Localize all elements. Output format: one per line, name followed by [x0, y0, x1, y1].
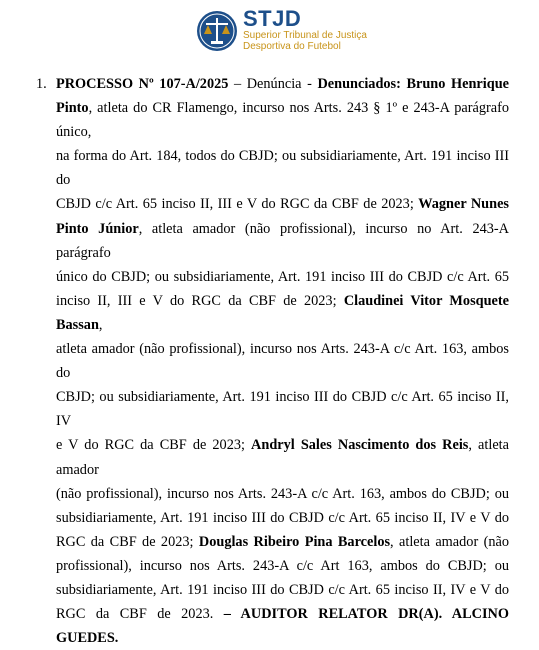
- text-line: PROCESSO Nº 107-A/2025 – Denúncia - Denunciados: Bruno Henrique: [56, 76, 509, 92]
- process-paragraph: [56, 72, 509, 650]
- brand-line-1: Superior Tribunal de Justiça: [243, 30, 367, 41]
- item-number: 1.: [36, 76, 47, 92]
- text-line: CBJD c/c Art. 65 inciso II, III e V do RGC da CBF de 2023; Wagner Nunes: [56, 196, 509, 213]
- text-line: único do CBJD; ou subsidiariamente, Art. 191 inciso III do CBJD c/c Art. 65: [56, 268, 509, 285]
- text-line: CBJD; ou subsidiariamente, Art. 191 inciso III do CBJD c/c Art. 65 inciso II, IV: [56, 389, 509, 430]
- stjd-scales-logo-icon: [196, 10, 238, 52]
- text-line: na forma do Art. 184, todos do CBJD; ou subsidiariamente, Art. 191 inciso III do: [56, 148, 509, 189]
- process-number: PROCESSO Nº 107-A/2025: [56, 76, 229, 92]
- text-line: Pinto, atleta do CR Flamengo, incurso nos Arts. 243 § 1º e 243-A parágrafo único,: [56, 100, 509, 141]
- text-line: subsidiariamente, Art. 191 inciso III do CBJD c/c Art. 65 inciso II, IV e V do: [56, 581, 509, 598]
- text-line: RGC da CBF de 2023. – AUDITOR RELATOR DR(A). ALCINO GUEDES.: [56, 606, 509, 647]
- text-line: inciso II, III e V do RGC da CBF de 2023; Claudinei Vitor Mosquete Bassan,: [56, 292, 509, 333]
- text-line: e V do RGC da CBF de 2023; Andryl Sales Nascimento dos Reis, atleta amador: [56, 437, 509, 478]
- text-line: subsidiariamente, Art. 191 inciso III do CBJD c/c Art. 65 inciso II, IV e V do: [56, 509, 509, 526]
- text-line: RGC da CBF de 2023; Douglas Ribeiro Pina Barcelos, atleta amador (não: [56, 533, 509, 550]
- rapporteur-label: – AUDITOR RELATOR DR(A). ALCINO GUEDES.: [56, 606, 509, 647]
- text-line: profissional), incurso nos Arts. 243-A c/c Art 163, ambos do CBJD; ou: [56, 557, 509, 574]
- brand-block: [243, 8, 367, 52]
- defendants-label: Denunciados: Bruno Henrique: [317, 76, 509, 92]
- text-line: atleta amador (não profissional), incurso nos Arts. 243-A c/c Art. 163, ambos do: [56, 341, 509, 382]
- brand-name: STJD: [243, 6, 302, 31]
- text-line: (não profissional), incurso nos Arts. 243-A c/c Art. 163, ambos do CBJD; ou: [56, 485, 509, 502]
- page-header: [0, 0, 539, 60]
- brand-line-2: Desportiva do Futebol: [243, 41, 341, 52]
- text-line: Pinto Júnior, atleta amador (não profissional), incurso no Art. 243-A parágrafo: [56, 220, 509, 261]
